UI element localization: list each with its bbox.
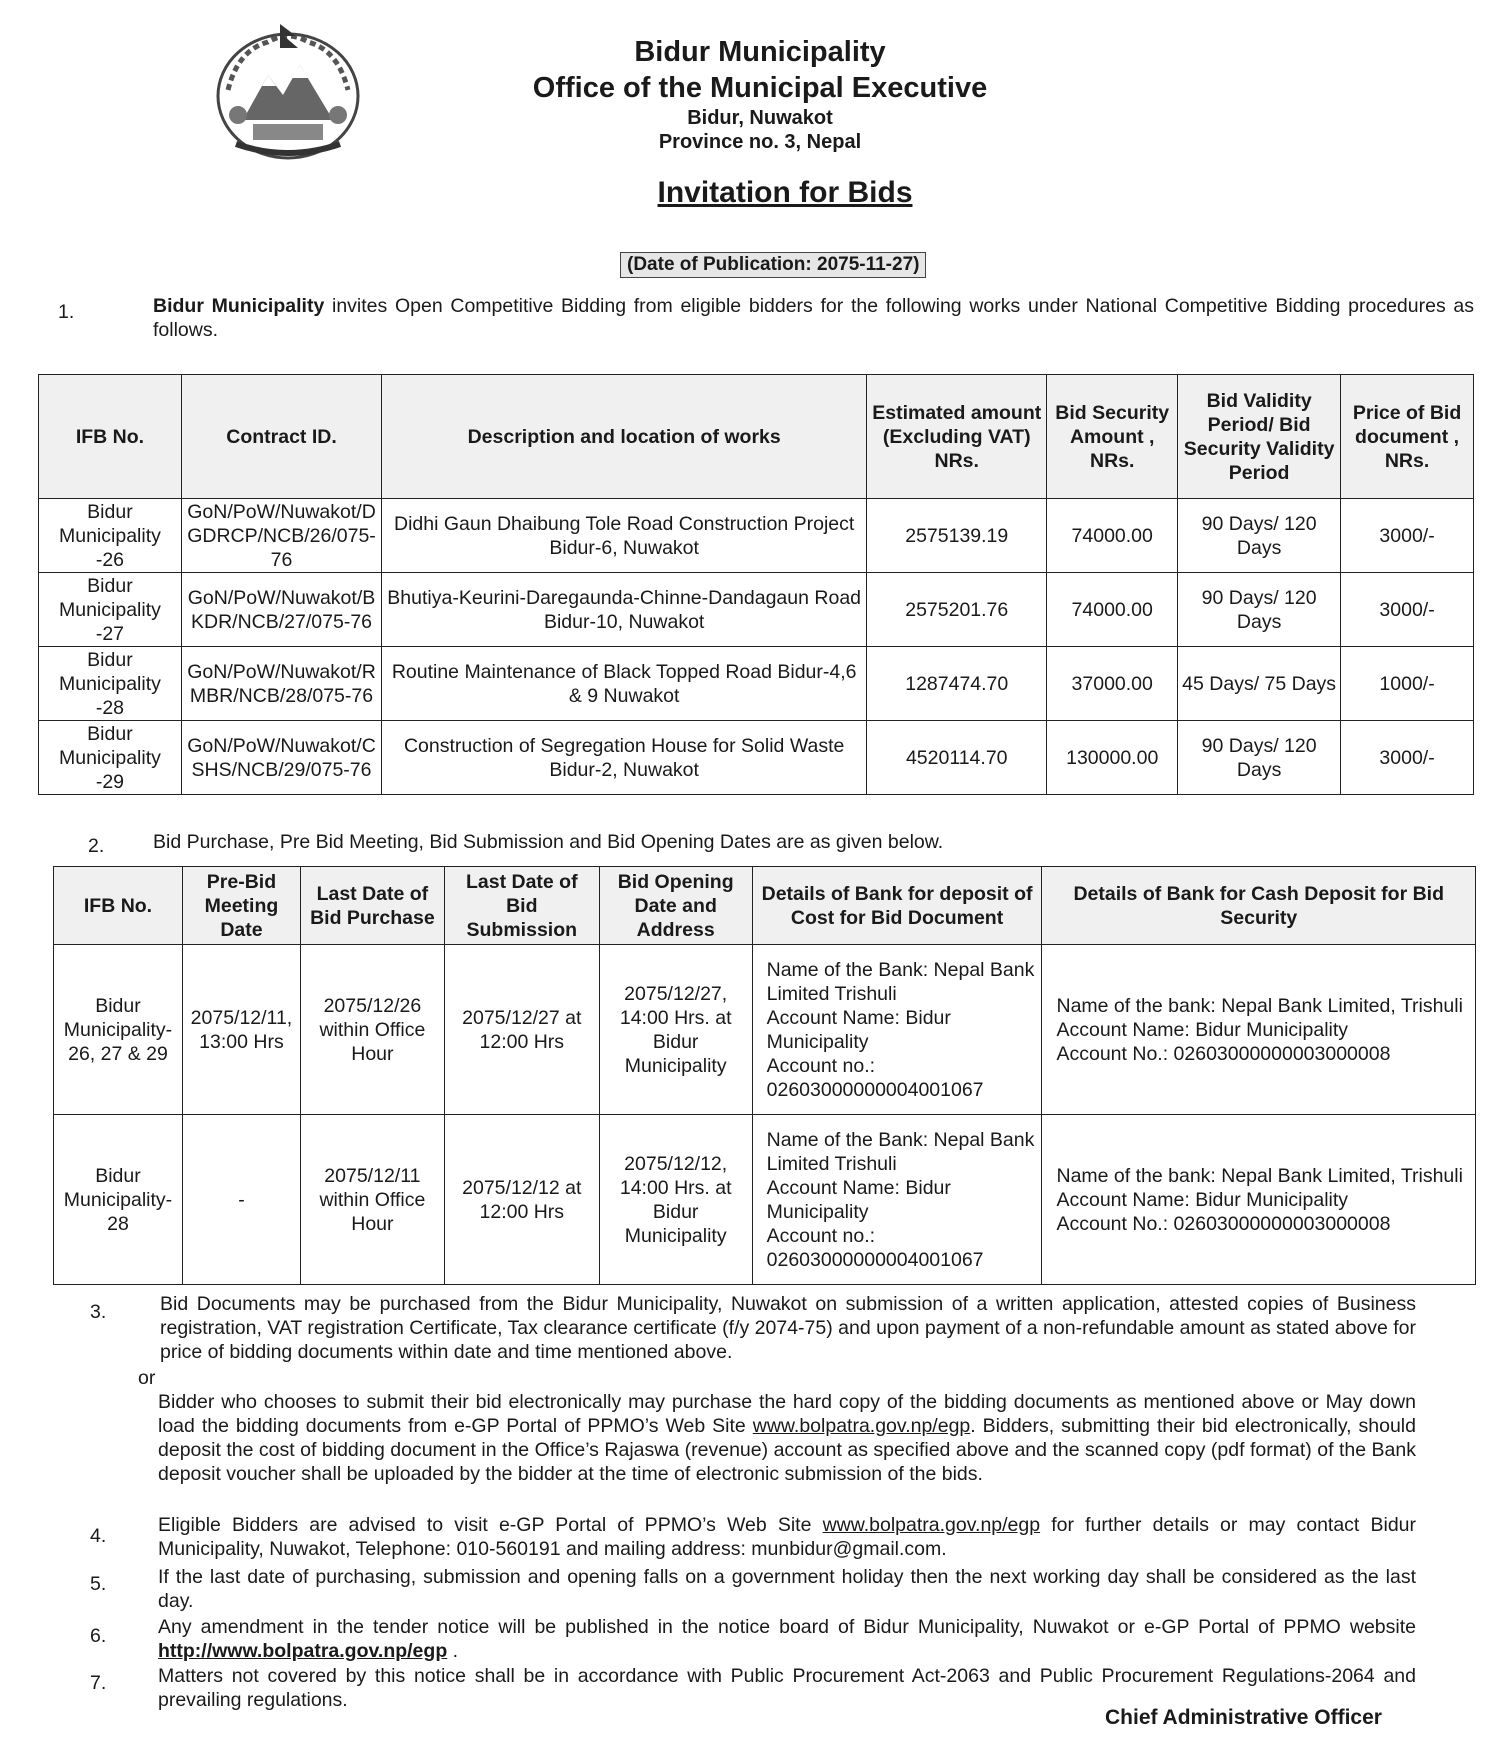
- col-price: Price of Bid document , NRs.: [1341, 375, 1474, 499]
- page-title: Invitation for Bids: [657, 176, 913, 209]
- cell-estimate: 1287474.70: [867, 647, 1047, 721]
- col-purchase: Last Date of Bid Purchase: [300, 867, 444, 945]
- cell-ifb: Bidur Municipality -26: [39, 499, 182, 573]
- cell-validity: 90 Days/ 120 Days: [1178, 573, 1341, 647]
- cell-description: Bhutiya-Keurini-Daregaunda-Chinne-Dandagaun Road Bidur-10, Nuwakot: [382, 573, 867, 647]
- para-4-text-2: for further details or may contact Bidur Municipality, Nuwakot, Telephone: 010-560191 and mailing address: munbidur@gmail.com.: [158, 1514, 1416, 1560]
- cell-security: 74000.00: [1047, 573, 1178, 647]
- cell-bank-security: Name of the bank: Nepal Bank Limited, Trishuli Account Name: Bidur Municipality Account No.: 02603000000003000008: [1042, 1115, 1476, 1285]
- cell-bank-doc: Name of the Bank: Nepal Bank Limited Trishuli Account Name: Bidur Municipality Account no.: 02603000000004001067: [752, 945, 1042, 1115]
- cell-purchase: 2075/12/26 within Office Hour: [300, 945, 444, 1115]
- cell-validity: 45 Days/ 75 Days: [1178, 647, 1341, 721]
- cell-opening: 2075/12/27, 14:00 Hrs. at Bidur Municipality: [599, 945, 752, 1115]
- col-ifb-no: IFB No.: [54, 867, 183, 945]
- para-6: [158, 1615, 1416, 1663]
- para-3: Bid Documents may be purchased from the Bidur Municipality, Nuwakot on submission of a written application, attested copies of Business registration, VAT registration Certificate, Tax clearance certificate (f/y 2074-75) and upon payment of a non-refundable amount as stated above for price of bidding documents within date and time mentioned above.: [160, 1293, 1416, 1363]
- bolpatra-link[interactable]: www.bolpatra.gov.np/egp: [752, 1415, 971, 1437]
- cell-contract-id: GoN/PoW/Nuwakot/CSHS/NCB/29/075-76: [181, 721, 381, 795]
- cell-estimate: 2575139.19: [867, 499, 1047, 573]
- cell-contract-id: GoN/PoW/Nuwakot/BKDR/NCB/27/075-76: [181, 573, 381, 647]
- cell-bank-doc: Name of the Bank: Nepal Bank Limited Trishuli Account Name: Bidur Municipality Account no.: 02603000000004001067: [752, 1115, 1042, 1285]
- cell-security: 37000.00: [1047, 647, 1178, 721]
- table-row: [39, 573, 1474, 647]
- para-4-number: 4.: [90, 1525, 107, 1547]
- col-bid-security: Bid Security Amount , NRs.: [1047, 375, 1178, 499]
- col-opening: Bid Opening Date and Address: [599, 867, 752, 945]
- cell-contract-id: GoN/PoW/Nuwakot/DGDRCP/NCB/26/075-76: [181, 499, 381, 573]
- col-contract-id: Contract ID.: [181, 375, 381, 499]
- office-name: Office of the Municipal Executive: [532, 72, 988, 104]
- para-1: [153, 294, 1474, 342]
- cell-price: 1000/-: [1341, 647, 1474, 721]
- col-prebid: Pre-Bid Meeting Date: [182, 867, 300, 945]
- col-description: Description and location of works: [382, 375, 867, 499]
- para-2: Bid Purchase, Pre Bid Meeting, Bid Submission and Bid Opening Dates are as given below.: [153, 831, 944, 853]
- cell-submission: 2075/12/27 at 12:00 Hrs: [444, 945, 599, 1115]
- cell-ifb: Bidur Municipality -28: [39, 647, 182, 721]
- letterhead: [440, 34, 1080, 154]
- table-row: [39, 647, 1474, 721]
- bolpatra-url-link[interactable]: http://www.bolpatra.gov.np/egp: [158, 1640, 448, 1662]
- para-4-text: Eligible Bidders are advised to visit e-GP Portal of PPMO’s Web Site: [158, 1514, 823, 1536]
- para-3b-text: Bidder who chooses to submit their bid electronically may purchase the hard copy of the bidding documents as mentioned above or May down load the bidding documents from e-GP Portal of PPMO’s Web Site: [158, 1391, 1416, 1437]
- office-location: Bidur, Nuwakot: [687, 107, 833, 129]
- cell-security: 74000.00: [1047, 499, 1178, 573]
- works-table: [38, 374, 1474, 795]
- cell-submission: 2075/12/12 at 12:00 Hrs: [444, 1115, 599, 1285]
- cell-description: Didhi Gaun Dhaibung Tole Road Construction Project Bidur-6, Nuwakot: [382, 499, 867, 573]
- para-1-text: invites Open Competitive Bidding from eligible bidders for the following works under National Competitive Bidding procedures as follows.: [153, 295, 1474, 341]
- table-row: [39, 499, 1474, 573]
- cell-ifb: Bidur Municipality- 26, 27 & 29: [54, 945, 183, 1115]
- table-row: [54, 1115, 1476, 1285]
- cell-prebid: 2075/12/11, 13:00 Hrs: [182, 945, 300, 1115]
- cell-security: 130000.00: [1047, 721, 1178, 795]
- cell-estimate: 2575201.76: [867, 573, 1047, 647]
- nepal-emblem-icon: [208, 20, 368, 162]
- para-5: If the last date of purchasing, submission and opening falls on a government holiday then the next working day shall be considered as the last day.: [158, 1566, 1416, 1612]
- cell-ifb: Bidur Municipality -27: [39, 573, 182, 647]
- dates-table-header: [54, 867, 1476, 945]
- para-1-number: 1.: [58, 301, 75, 323]
- cell-bank-security: Name of the bank: Nepal Bank Limited, Trishuli Account Name: Bidur Municipality Account No.: 02603000000003000008: [1042, 945, 1476, 1115]
- para-4: [158, 1513, 1416, 1561]
- para-7: Matters not covered by this notice shall be in accordance with Public Procurement Act-2063 and Public Procurement Regulations-2064 and prevailing regulations.: [158, 1665, 1416, 1711]
- province: Province no. 3, Nepal: [658, 131, 862, 153]
- col-validity: Bid Validity Period/ Bid Security Validity Period: [1178, 375, 1341, 499]
- para-5-number: 5.: [90, 1573, 107, 1595]
- para-6-text-2: .: [447, 1640, 459, 1662]
- cell-validity: 90 Days/ 120 Days: [1178, 499, 1341, 573]
- cell-description: Construction of Segregation House for Solid Waste Bidur-2, Nuwakot: [382, 721, 867, 795]
- cell-opening: 2075/12/12, 14:00 Hrs. at Bidur Municipality: [599, 1115, 752, 1285]
- works-table-header: [39, 375, 1474, 499]
- col-estimated-amount: Estimated amount (Excluding VAT) NRs.: [867, 375, 1047, 499]
- para-3-electronic: [158, 1390, 1416, 1486]
- col-submission: Last Date of Bid Submission: [444, 867, 599, 945]
- table-row: [54, 945, 1476, 1115]
- para-7-number: 7.: [90, 1672, 107, 1694]
- cell-validity: 90 Days/ 120 Days: [1178, 721, 1341, 795]
- cell-price: 3000/-: [1341, 721, 1474, 795]
- cell-prebid: -: [182, 1115, 300, 1285]
- cell-price: 3000/-: [1341, 499, 1474, 573]
- cell-estimate: 4520114.70: [867, 721, 1047, 795]
- col-bank-doc: Details of Bank for deposit of Cost for Bid Document: [752, 867, 1042, 945]
- cell-ifb: Bidur Municipality- 28: [54, 1115, 183, 1285]
- or-label: or: [138, 1367, 156, 1389]
- cell-contract-id: GoN/PoW/Nuwakot/RMBR/NCB/28/075-76: [181, 647, 381, 721]
- para-6-text: Any amendment in the tender notice will be published in the notice board of Bidur Municipality, Nuwakot or e-GP Portal of PPMO website: [158, 1616, 1416, 1638]
- para-2-number: 2.: [88, 835, 105, 857]
- signoff: Chief Administrative Officer: [1105, 1706, 1382, 1729]
- table-row: [39, 721, 1474, 795]
- publication-date: (Date of Publication: 2075-11-27): [620, 252, 926, 278]
- cell-price: 3000/-: [1341, 573, 1474, 647]
- para-3-number: 3.: [90, 1301, 107, 1323]
- dates-table: [53, 866, 1476, 1285]
- org-name: Bidur Municipality: [634, 36, 886, 68]
- col-bank-security: Details of Bank for Cash Deposit for Bid Security: [1042, 867, 1476, 945]
- cell-description: Routine Maintenance of Black Topped Road Bidur-4,6 & 9 Nuwakot: [382, 647, 867, 721]
- bolpatra-link[interactable]: www.bolpatra.gov.np/egp: [822, 1514, 1041, 1536]
- cell-purchase: 2075/12/11 within Office Hour: [300, 1115, 444, 1285]
- cell-ifb: Bidur Municipality -29: [39, 721, 182, 795]
- para-6-number: 6.: [90, 1625, 107, 1647]
- col-ifb-no: IFB No.: [39, 375, 182, 499]
- para-3b-text-2: . Bidders, submitting their bid electronically, should deposit the cost of bidding document in the Office’s Rajaswa (revenue) account as specified above and the scanned copy (pdf format) of the Bank deposit voucher shall be uploaded by the bidder at the time of electronic submission of the bids.: [158, 1415, 1416, 1485]
- para-1-lead: Bidur Municipality: [153, 295, 325, 317]
